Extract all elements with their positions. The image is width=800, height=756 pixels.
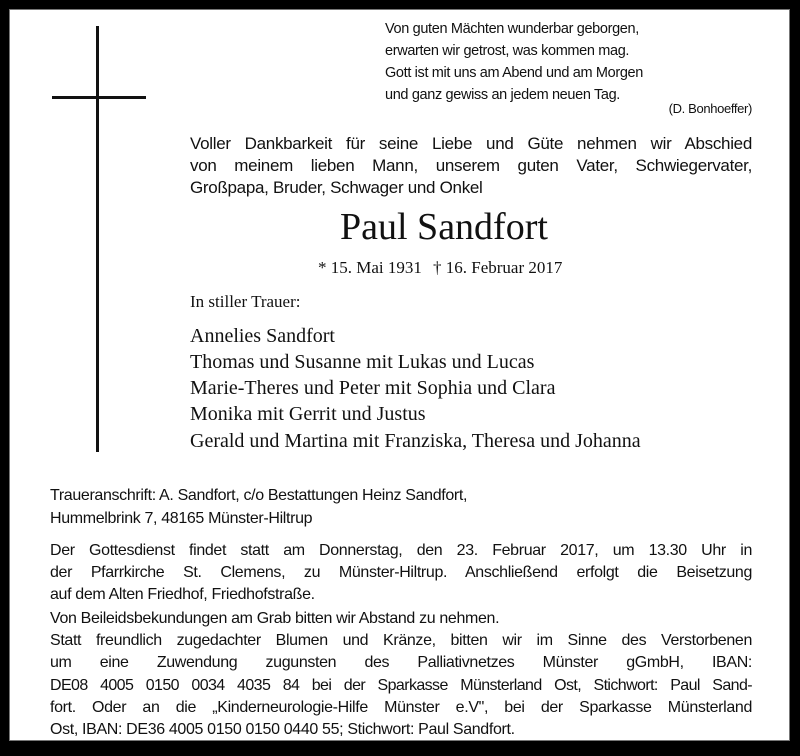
intro-line: von meinem lieben Mann, unserem guten Vater, Schwiegervater, bbox=[190, 156, 752, 175]
mourner-name: Monika mit Gerrit und Justus bbox=[190, 403, 426, 425]
poem-line: Von guten Mächten wunderbar geborgen, bbox=[385, 21, 639, 37]
poem-line: und ganz gewiss an jedem neuen Tag. bbox=[385, 87, 620, 103]
donation-line: Ost, IBAN: DE36 4005 0150 0150 0440 55; Stichwort: Paul Sandfort. bbox=[50, 721, 515, 738]
cross-icon-bar bbox=[52, 96, 146, 99]
donation-line: Statt freundlich zugedachter Blumen und Kränze, bitten wir im Sinne des Verstorbenen bbox=[50, 632, 752, 649]
donation-line: fort. Oder an die „Kinderneurologie-Hilfe Münster e.V", bei der Sparkasse Münsterland bbox=[50, 699, 752, 716]
deceased-name: Paul Sandfort bbox=[340, 206, 548, 248]
cross-icon bbox=[96, 26, 99, 452]
service-line: auf dem Alten Friedhof, Friedhofstraße. bbox=[50, 586, 315, 603]
address-line: Hummelbrink 7, 48165 Münster-Hiltrup bbox=[50, 510, 313, 527]
service-line: Der Gottesdienst findet statt am Donnerstag, den 23. Februar 2017, um 13.30 Uhr in bbox=[50, 542, 752, 559]
donation-line: um eine Zuwendung zugunsten des Palliativnetzes Münster gGmbH, IBAN: bbox=[50, 654, 752, 671]
donation-line: DE08 4005 0150 0034 4035 84 bei der Sparkasse Münsterland Ost, Stichwort: Paul Sand- bbox=[50, 677, 752, 694]
birth-date: * 15. Mai 1931 bbox=[318, 258, 422, 277]
death-date: † 16. Februar 2017 bbox=[433, 258, 563, 277]
mourners-heading: In stiller Trauer: bbox=[190, 292, 301, 311]
service-line: der Pfarrkirche St. Clemens, zu Münster-Hiltrup. Anschließend erfolgt die Beisetzung bbox=[50, 564, 752, 581]
poem-line: Gott ist mit uns am Abend und am Morgen bbox=[385, 65, 643, 81]
mourner-name: Marie-Theres und Peter mit Sophia und Clara bbox=[190, 377, 556, 399]
intro-line: Voller Dankbarkeit für seine Liebe und Güte nehmen wir Abschied bbox=[190, 134, 752, 153]
intro-line: Großpapa, Bruder, Schwager und Onkel bbox=[190, 178, 483, 197]
mourner-name: Gerald und Martina mit Franziska, Theresa und Johanna bbox=[190, 430, 641, 452]
poem-line: erwarten wir getrost, was kommen mag. bbox=[385, 43, 630, 59]
condolences-note: Von Beileidsbekundungen am Grab bitten wir Abstand zu nehmen. bbox=[50, 610, 500, 627]
mourner-name: Thomas und Susanne mit Lukas und Lucas bbox=[190, 351, 535, 373]
mourner-name: Annelies Sandfort bbox=[190, 325, 335, 347]
poem-author: (D. Bonhoeffer) bbox=[668, 101, 752, 116]
address-line: Traueranschrift: A. Sandfort, c/o Bestattungen Heinz Sandfort, bbox=[50, 487, 468, 504]
